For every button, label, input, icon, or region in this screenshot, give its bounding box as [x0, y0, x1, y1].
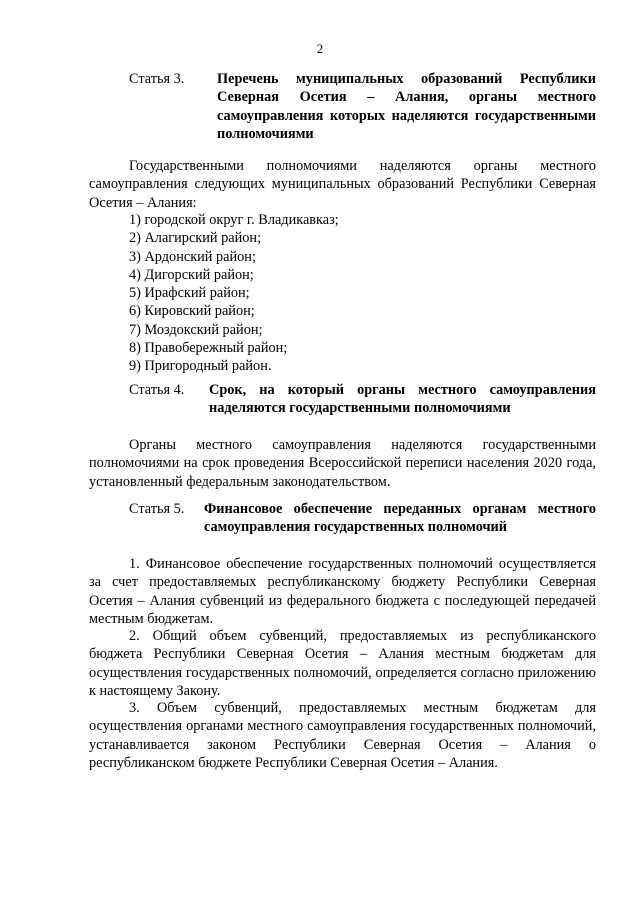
article-4-title: Срок, на который органы местного самоуправления наделяются государственными полномочиями — [209, 382, 596, 417]
list-item: 1) городской округ г. Владикавказ; — [129, 212, 339, 228]
list-item: 2) Алагирский район; — [129, 230, 262, 247]
article-5-paragraph-2: 2. Общий объем субвенций, предоставляемых из республиканского бюджета Республики Северная Осетия – Алания местным бюджетам для осуществления государственных полномочий, определяется согласно приложению к настоящему Закону. — [89, 628, 596, 699]
article-3-number: Статья 3. — [129, 71, 185, 87]
article-5-number: Статья 5. — [129, 501, 185, 517]
article-4-number: Статья 4. — [129, 382, 185, 398]
list-item: 5) Ирафский район; — [129, 285, 250, 302]
list-item: 8) Правобережный район; — [129, 340, 288, 357]
page-number: 2 — [316, 41, 324, 56]
article-5-paragraph-1: 1. Финансовое обеспечение государственных полномочий осуществляется за счет предоставляемых республиканскому бюджету Республики Северная Осетия – Алания субвенций из федерального бюджета с последующей передачей местным бюджетам. — [89, 556, 596, 627]
municipality-list — [129, 211, 339, 376]
list-item: 4) Дигорский район; — [129, 266, 254, 283]
list-item: 7) Моздокский район; — [129, 321, 263, 338]
article-3-title: Перечень муниципальных образований Республики Северная Осетия – Алания, органы местного самоуправления которых наделяются государственными полномочиями — [217, 71, 596, 142]
article-5-paragraph-3: 3. Объем субвенций, предоставляемых местным бюджетам для осуществления органами местного самоуправления государственных полномочий, устанавливается законом Республики Северная Осетия – Алания о республиканском бюджете Республики Северная Осетия – Алания. — [89, 700, 596, 771]
article-4-text: Органы местного самоуправления наделяются государственными полномочиями на срок проведения Всероссийской переписи населения 2020 года, установленный федеральным законодательством. — [89, 437, 596, 490]
article-3-intro: Государственными полномочиями наделяются органы местного самоуправления следующих муниципальных образований Республики Северная Осетия – Алания: — [89, 158, 596, 211]
list-item: 9) Пригородный район. — [129, 358, 272, 375]
list-item: 3) Ардонский район; — [129, 248, 256, 265]
article-4-heading — [129, 381, 596, 418]
article-3-heading — [129, 70, 596, 143]
list-item: 6) Кировский район; — [129, 303, 255, 320]
article-5-heading — [129, 500, 596, 537]
article-5-title: Финансовое обеспечение переданных органам местного самоуправления государственных полномочий — [204, 501, 596, 536]
